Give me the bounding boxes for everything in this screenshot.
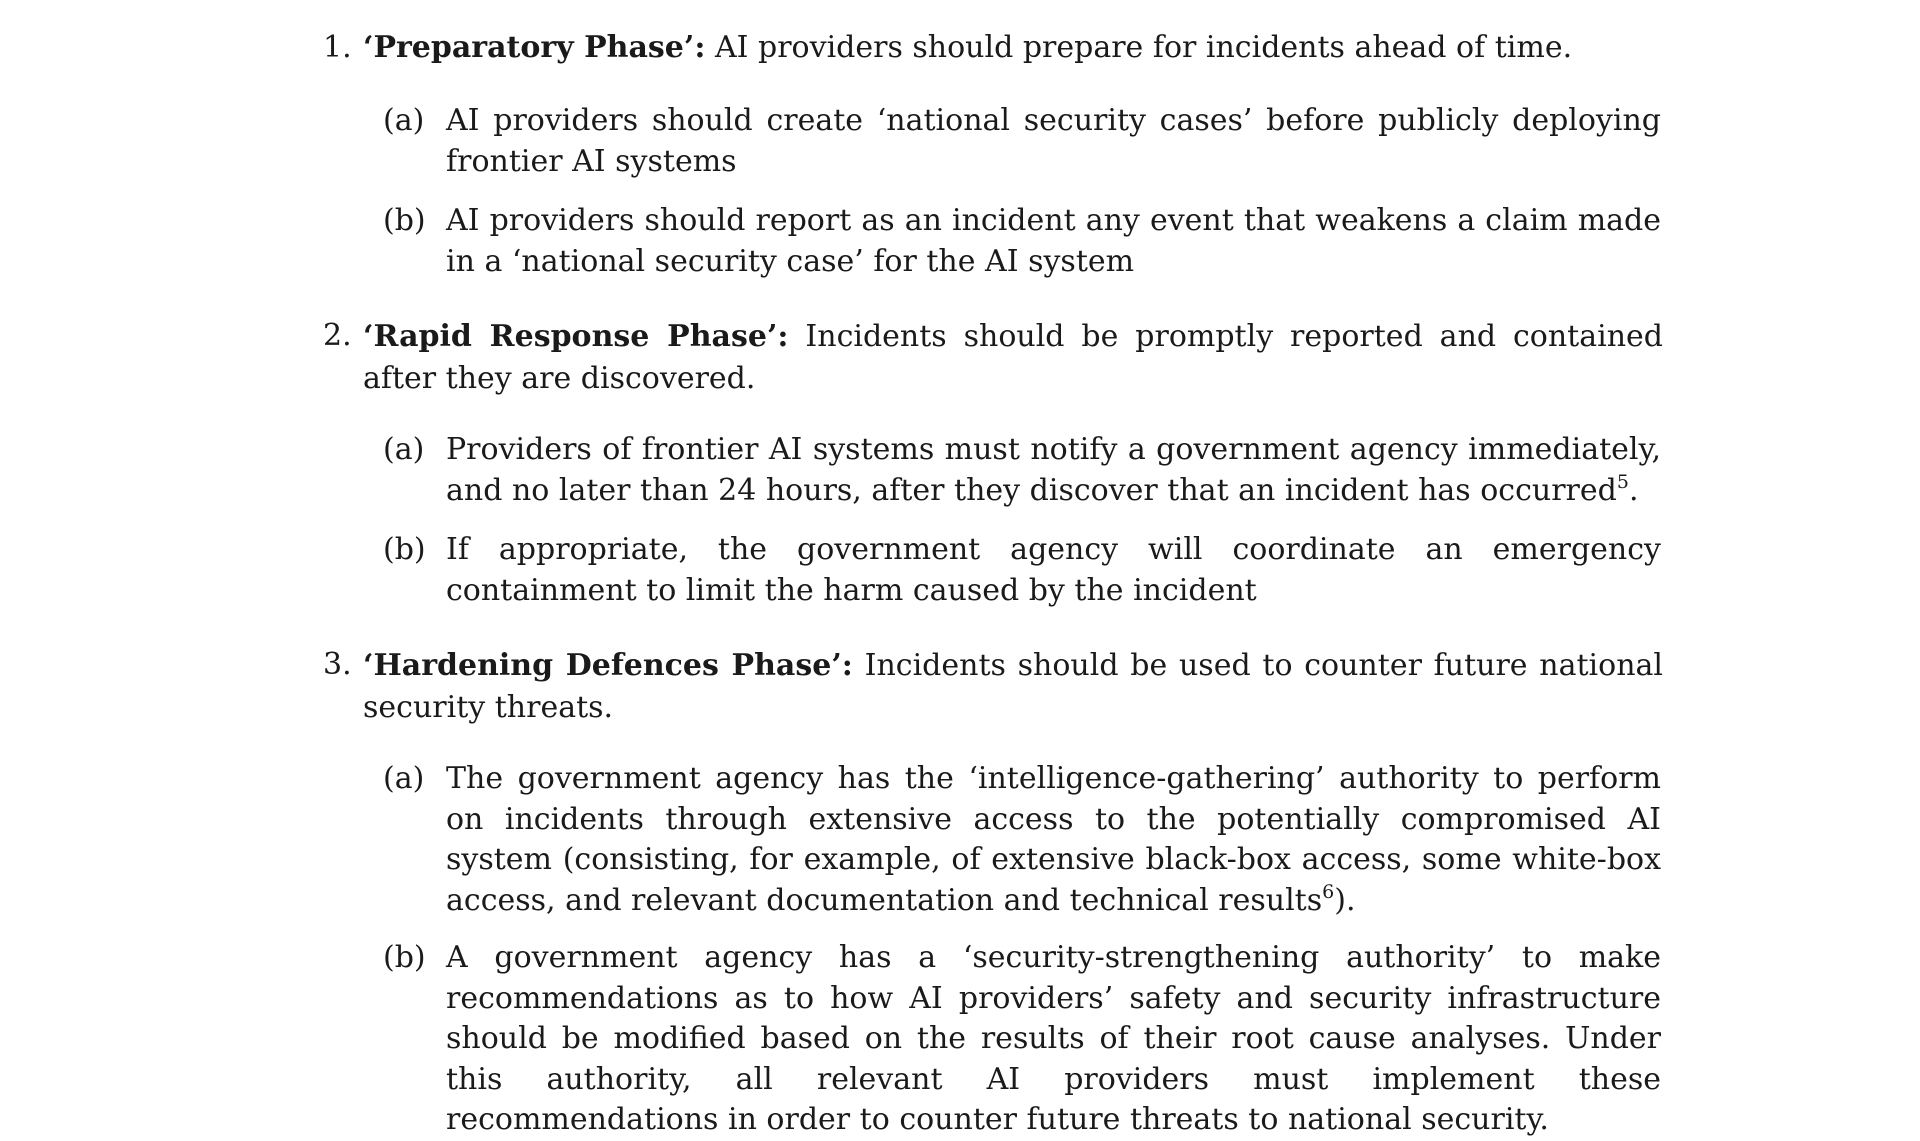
subitem-text: If appropriate, the government agency will coordinate an emergency containment to limit the harm caused by the incident [446, 532, 1661, 608]
phase-description: AI providers should prepare for incidents ahead of time. [705, 30, 1573, 65]
phase-description: Incidents should be used to counter future national security threats. [363, 648, 1664, 725]
footnote-marker: 5 [1616, 470, 1629, 493]
footnote-marker: 6 [1322, 880, 1335, 903]
item-number: 3. [323, 647, 352, 682]
item-number: 1. [323, 30, 352, 65]
phase-heading: ‘Preparatory Phase’: [363, 30, 706, 65]
item-number: 2. [323, 318, 352, 353]
subitem-label: (a) [383, 761, 425, 796]
subitem-suffix: . [1628, 472, 1639, 508]
subitem-text: A government agency has a ‘security-strengthening authority’ to make recommendations as to how AI providers’ safety and security infrastructure should be modified based on the results of their root cause analyses. Under this authority, all relevant AI providers must implement these recommendations in order to counter future threats to national security. [446, 940, 1661, 1137]
phase-heading: ‘Hardening Defences Phase’: [363, 648, 853, 683]
subitem-text: AI providers should report as an incident any event that weakens a claim made in a ‘national security case’ for the AI system [446, 203, 1661, 279]
subitem-suffix: ). [1334, 882, 1356, 918]
subitem-label: (b) [383, 940, 426, 975]
subitem-text: Providers of frontier AI systems must notify a government agency immediately, and no later than 24 hours, after they discover that an incident has occurred [446, 432, 1661, 508]
subitem-label: (b) [383, 203, 426, 238]
phase-description: Incidents should be promptly reported and contained after they are discovered. [363, 319, 1663, 396]
phase-heading: ‘Rapid Response Phase’: [363, 319, 789, 354]
subitem-text: AI providers should create ‘national security cases’ before publicly deploying frontier AI systems [446, 103, 1661, 179]
subitem-text: The government agency has the ‘intelligence-gathering’ authority to perform on incidents through extensive access to the potentially compromised AI system (consisting, for example, of extensive black-box access, some white-box access, and relevant documentation and technical results [446, 761, 1661, 918]
subitem-label: (b) [383, 532, 426, 567]
subitem-label: (a) [383, 103, 425, 138]
subitem-label: (a) [383, 432, 425, 467]
